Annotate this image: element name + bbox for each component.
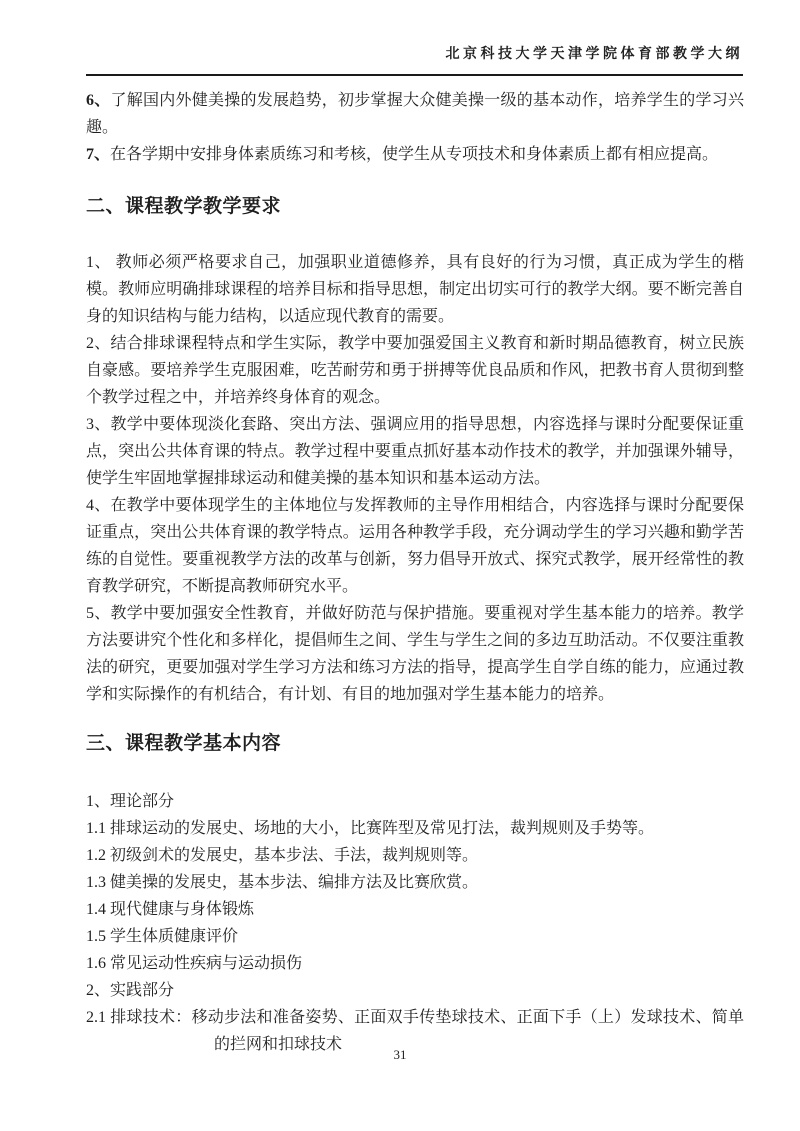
list-item-1-3: 1.3 健美操的发展史，基本步法、编排方法及比赛欣赏。 <box>86 874 479 891</box>
requirements-paragraph-5: 5、教学中要加强安全性教育，并做好防范与保护措施。要重视对学生基本能力的培养。教学方法要讲究个性化和多样化，提倡师生之间、学生与学生之间的多边互助活动。不仅要注重教法的研究，更要加强对学生学习方法和练习方法的指导，提高学生自学自练的能力，应通过教学和实际操作的有机结合，有计划、有目的地加强对学生基本能力的培养。 <box>86 605 744 703</box>
page-footer <box>0 1046 800 1064</box>
list-item-1-6: 1.6 常见运动性疾病与运动损伤 <box>86 955 303 972</box>
content-list <box>86 788 744 1058</box>
list-item-1-4: 1.4 现代健康与身体锻炼 <box>86 901 255 918</box>
page-header <box>86 0 743 76</box>
intro-item-7 <box>86 141 744 168</box>
section-heading-content: 三、课程教学基本内容 <box>86 733 282 754</box>
header-title: 北京科技大学天津学院体育部教学大纲 <box>445 47 743 62</box>
page-content <box>86 87 744 1058</box>
requirements-paragraph-3: 3、教学中要体现淡化套路、突出方法、强调应用的指导思想，内容选择与课时分配要保证重点，突出公共体育课的特点。教学过程中要重点抓好基本动作技术的教学，并加强课外辅导，使学生牢固地掌握排球运动和健美操的基本知识和基本运动方法。 <box>86 416 744 487</box>
list-item-1-2: 1.2 初级剑术的发展史，基本步法、手法，裁判规则等。 <box>86 847 479 864</box>
list-item-2-1: 2.1 排球技术：移动步法和准备姿势、正面双手传垫球技术、正面下手（上）发球技术、简单的拦网和扣球技术 <box>86 1009 744 1053</box>
requirements-paragraph-2: 2、结合排球课程特点和学生实际，教学中要加强爱国主义教育和新时期品德教育，树立民族自豪感。要培养学生克服困难，吃苦耐劳和勇于拼搏等优良品质和作风，把教书育人贯彻到整个教学过程之中，并培养终身体育的观念。 <box>86 335 744 406</box>
requirements-paragraphs <box>86 249 744 708</box>
list-item-1-1: 1.1 排球运动的发展史、场地的大小，比赛阵型及常见打法，裁判规则及手势等。 <box>86 820 655 837</box>
list-item-theory: 1、理论部分 <box>86 793 175 810</box>
intro-item-6 <box>86 87 744 141</box>
page-number: 31 <box>393 1047 407 1062</box>
list-item-1-5: 1.5 学生体质健康评价 <box>86 928 239 945</box>
intro-item-6-text: 了解国内外健美操的发展趋势，初步掌握大众健美操一级的基本动作，培养学生的学习兴趣。 <box>86 92 744 136</box>
requirements-paragraph-4: 4、在教学中要体现学生的主体地位与发挥教师的主导作用相结合，内容选择与课时分配要保证重点，突出公共体育课的教学特点。运用各种教学手段，充分调动学生的学习兴趣和勤学苦练的自觉性。要重视教学方法的改革与创新，努力倡导开放式、探究式教学，展开经常性的教育教学研究，不断提高教师研究水平。 <box>86 497 744 595</box>
intro-item-6-number: 6、 <box>86 92 111 109</box>
intro-item-7-number: 7、 <box>86 146 111 163</box>
list-item-practice: 2、实践部分 <box>86 982 175 999</box>
section-heading-requirements: 二、课程教学教学要求 <box>86 196 282 217</box>
requirements-paragraph-1: 1、 教师必须严格要求自己，加强职业道德修养，具有良好的行为习惯，真正成为学生的楷模。教师应明确排球课程的培养目标和指导思想，制定出切实可行的教学大纲。要不断完善自身的知识结构与能力结构，以适应现代教育的需要。 <box>86 254 744 325</box>
intro-item-7-text: 在各学期中安排身体素质练习和考核，使学生从专项技术和身体素质上都有相应提高。 <box>110 146 719 163</box>
